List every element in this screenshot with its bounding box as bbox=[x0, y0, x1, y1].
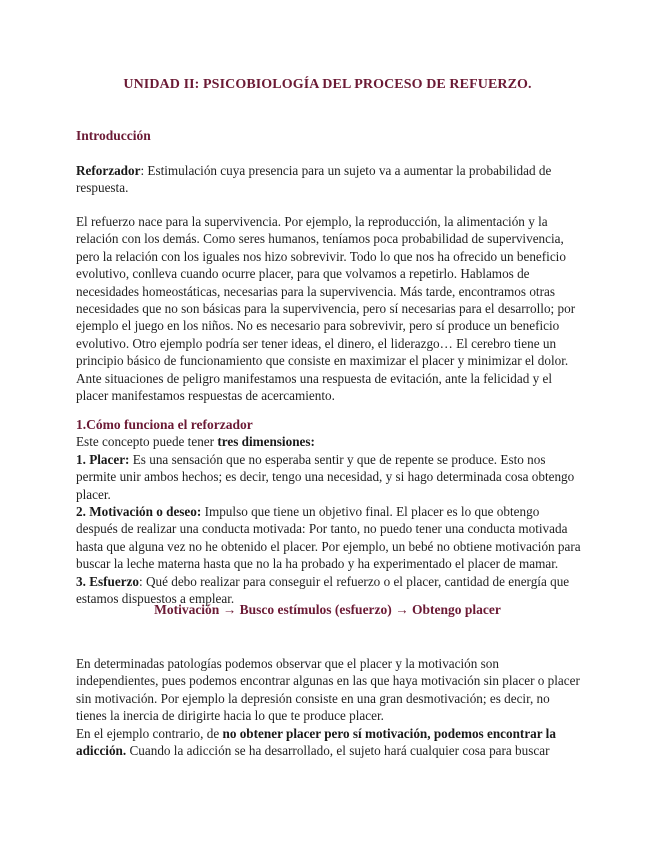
paragraph-2 bbox=[76, 655, 581, 759]
page-title: UNIDAD II: PSICOBIOLOGÍA DEL PROCESO DE REFUERZO. bbox=[123, 77, 532, 92]
section-1-intro-text: Este concepto puede tener bbox=[76, 434, 218, 450]
intro-heading: Introducción bbox=[76, 128, 151, 143]
definition-paragraph bbox=[76, 162, 581, 197]
section-1-heading: 1.Cómo funciona el reforzador bbox=[76, 417, 253, 432]
section-1-intro bbox=[76, 433, 581, 450]
definition-term: Reforzador bbox=[76, 163, 141, 178]
paragraph-1 bbox=[76, 213, 581, 404]
paragraph-3-bold: no obtener placer pero sí motivación, podemos encontrar la adicción. bbox=[76, 725, 556, 759]
paragraph-3-rest: Cuando la adicción se ha desarrollado, el sujeto hará cualquier cosa para buscar bbox=[126, 743, 550, 759]
paragraph-3 bbox=[76, 725, 581, 760]
paragraph-1-text: El refuerzo nace para la supervivencia. Por ejemplo, la reproducción, la alimentación y la relación con los demás. Como seres humanos, teníamos poca probabilidad de supervivencia, pero la relación con los iguales nos hizo sobrevivir. Todo lo que nos ha ofrecido un beneficio evolutivo, conlleva cuando ocurre placer, para que volvamos a repetirlo. Hablamos de necesidades homeostáticas, necesarias para la supervivencia. Más tarde, encontramos otras necesidades que no son básicas para la supervivencia, pero sí necesarias para el desarrollo; por ejemplo el juego en los niños. No es necesario para sobrevivir, pero sí produce un beneficio evolutivo. Otro ejemplo podría ser tener ideas, el dinero, el liderazgo… El cerebro tiene un principio básico de funcionamiento que consiste en maximizar el placer y minimizar el dolor. Ante situaciones de peligro manifestamos una respuesta de evitación, ante la felicidad y el placer manifestamos respuestas de acercamiento. bbox=[76, 214, 576, 404]
paragraph-3-lead: En el ejemplo contrario, de bbox=[76, 725, 223, 741]
dimension-item bbox=[76, 451, 581, 503]
section-1-intro-bold: tres dimensiones: bbox=[217, 434, 315, 450]
dimension-label: 1. Placer: bbox=[76, 451, 130, 467]
dimension-label: 3. Esfuerzo bbox=[76, 573, 139, 589]
definition-text: : Estimulación cuya presencia para un sujeto va a aumentar la probabilidad de respuesta. bbox=[76, 163, 552, 196]
motivation-flow: Motivación → Busco estímulos (esfuerzo) → Obtengo placer bbox=[154, 602, 501, 617]
section-1 bbox=[76, 416, 581, 607]
dimension-item bbox=[76, 503, 581, 573]
paragraph-2-text: En determinadas patologías podemos observar que el placer y la motivación son independientes, pues podemos encontrar algunas en las que haya motivación sin placer o placer sin motivación. Por ejemplo la depresión consiste en una gran desmotivación; es decir, no tienes la inercia de dirigirte hacia lo que te produce placer. bbox=[76, 656, 580, 724]
dimension-text: Impulso que tiene un objetivo final. El placer es lo que obtengo después de realizar una conducta motivada: Por tanto, no puedo tener una conducta motivada hasta que alguna vez no he obtenido el placer. Por ejemplo, un bebé no obtiene motivación para buscar la leche materna hasta que no la ha probado y ha experimentado el placer de mamar. bbox=[76, 504, 581, 572]
dimension-text: : Qué debo realizar para conseguir el refuerzo o el placer, cantidad de energía que estamos dispuestos a emplear. bbox=[76, 573, 570, 607]
dimension-text: Es una sensación que no esperaba sentir y que de repente se produce. Esto nos permite unir ambos hechos; es decir, tengo una necesidad, y si hago determinada cosa obtengo placer. bbox=[76, 451, 575, 502]
dimension-label: 2. Motivación o deseo: bbox=[76, 504, 202, 520]
